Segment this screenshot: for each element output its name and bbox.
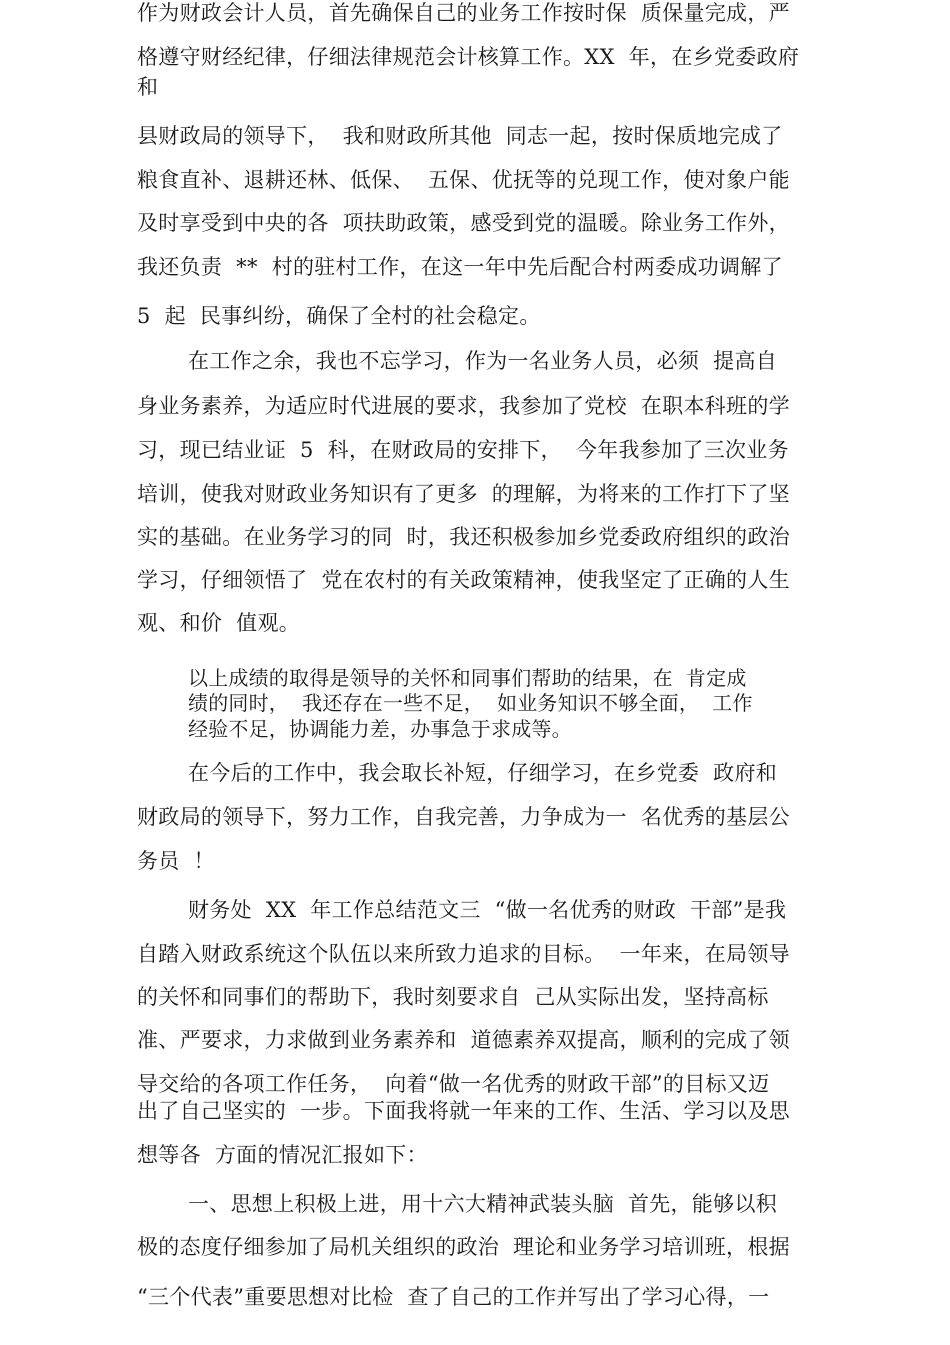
paragraph-first-line: 一、思想上积极上进，用十六大精神武装头脑 首先，能够以积 bbox=[188, 1192, 778, 1216]
text-line: 的关怀和同事们的帮助下，我时刻要求自 己从实际出发，坚持高标 bbox=[137, 985, 769, 1009]
text-line: 经验不足，协调能力差，办事急于求成等。 bbox=[188, 717, 572, 741]
text-line: 5 起 民事纠纷，确保了全村的社会稳定。 bbox=[137, 304, 541, 328]
text-line: 培训，使我对财政业务知识有了更多 的理解，为将来的工作打下了坚 bbox=[137, 482, 790, 506]
text-line: 学习，仔细领悟了 党在农村的有关政策精神，使我坚定了正确的人生 bbox=[137, 568, 790, 592]
paragraph-first-line: 在今后的工作中，我会取长补短，仔细学习，在乡党委 政府和 bbox=[188, 761, 778, 785]
text-line: 以上成绩的取得是领导的关怀和同事们帮助的结果，在 肯定成 bbox=[188, 666, 747, 690]
text-line: 和 bbox=[137, 75, 159, 99]
paragraph-first-line: 财务处 XX 年工作总结范文三 “做一名优秀的财政 干部”是我 bbox=[188, 898, 787, 922]
text-line: 准、严要求，力求做到业务素养和 道德素养双提高，顺利的完成了领 bbox=[137, 1028, 790, 1052]
text-line: 及时享受到中央的各 项扶助政策，感受到党的温暖。除业务工作外， bbox=[137, 211, 790, 235]
text-line: “三个代表”重要思想对比检 查了自己的工作并写出了学习心得，一 bbox=[137, 1285, 770, 1309]
text-line: 绩的同时， 我还存在一些不足， 如业务知识不够全面， 工作 bbox=[188, 691, 753, 715]
text-line: 身业务素养，为适应时代进展的要求，我参加了党校 在职本科班的学 bbox=[137, 394, 790, 418]
text-line: 格遵守财经纪律，仔细法律规范会计核算工作。XX 年，在乡党委政府 bbox=[137, 45, 800, 69]
text-line: 务员 ！ bbox=[137, 849, 215, 873]
text-line: 极的态度仔细参加了局机关组织的政治 理论和业务学习培训班，根据 bbox=[137, 1235, 790, 1259]
text-line: 粮食直补、退耕还林、低保、 五保、优抚等的兑现工作，使对象户能 bbox=[137, 168, 790, 192]
text-line: 县财政局的领导下， 我和财政所其他 同志一起，按时保质地完成了 bbox=[137, 124, 783, 148]
paragraph-first-line: 在工作之余，我也不忘学习，作为一名业务人员，必须 提高自 bbox=[188, 349, 778, 373]
text-line: 导交给的各项工作任务， 向着“做一名优秀的财政干部”的目标又迈 bbox=[137, 1072, 770, 1096]
text-line: 自踏入财政系统这个队伍以来所致力追求的目标。 一年来，在局领导 bbox=[137, 942, 790, 966]
text-line: 实的基础。在业务学习的同 时，我还积极参加乡党委政府组织的政治 bbox=[137, 525, 790, 549]
text-line: 出了自己坚实的 一步。下面我将就一年来的工作、生活、学习以及思 bbox=[137, 1099, 790, 1123]
text-line: 习，现已结业证 5 科，在财政局的安排下， 今年我参加了三次业务 bbox=[137, 438, 789, 462]
text-line: 想等各 方面的情况汇报如下： bbox=[137, 1143, 428, 1167]
text-line: 作为财政会计人员，首先确保自己的业务工作按时保 质保量完成，严 bbox=[137, 1, 790, 25]
text-line: 我还负责 ** 村的驻村工作，在这一年中先后配合村两委成功调解了 bbox=[137, 255, 783, 279]
text-line: 观、和价 值观。 bbox=[137, 611, 301, 635]
text-line: 财政局的领导下，努力工作，自我完善，力争成为一 名优秀的基层公 bbox=[137, 805, 790, 829]
